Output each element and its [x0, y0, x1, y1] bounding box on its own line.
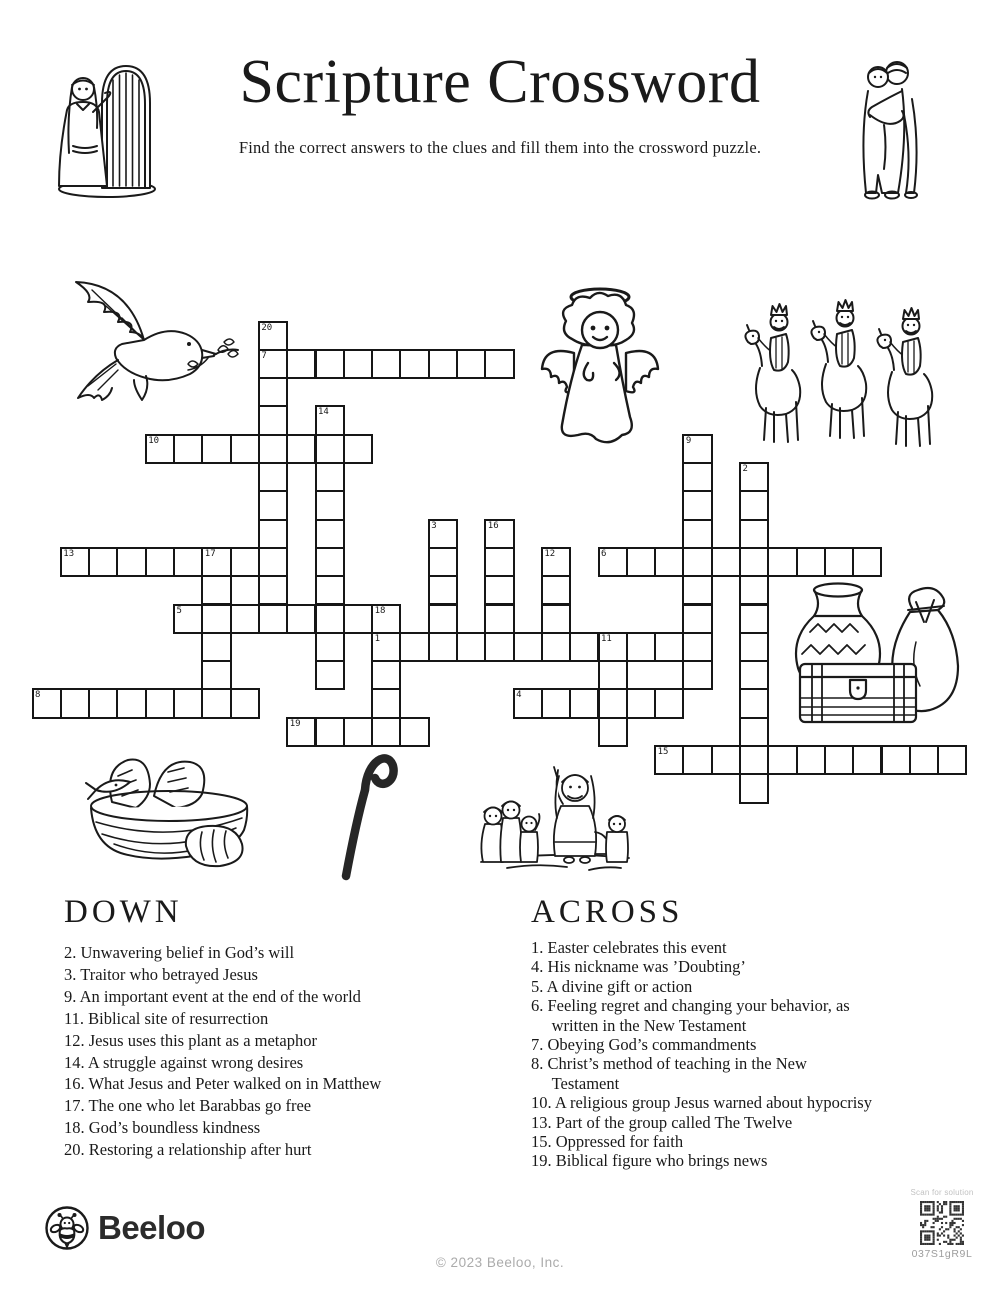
crossword-cell[interactable]	[316, 633, 344, 661]
clue-item: 9. An important event at the end of the world	[64, 986, 361, 1006]
clue-item: 11. Biblical site of resurrection	[64, 1008, 269, 1028]
crossword-cell[interactable]	[146, 548, 174, 576]
qr-code	[920, 1201, 964, 1245]
crossword-cell[interactable]	[344, 718, 372, 746]
crossword-cell[interactable]	[683, 661, 711, 689]
clue-item: 17. The one who let Barabbas go free	[64, 1096, 312, 1116]
crossword-cell[interactable]	[797, 746, 825, 774]
crossword-cell[interactable]	[429, 350, 457, 378]
crossword-cell[interactable]	[683, 491, 711, 519]
crossword-cell[interactable]	[117, 548, 145, 576]
cell-number: 5	[176, 605, 182, 616]
clue-item: 2. Unwavering belief in God’s will	[64, 943, 295, 962]
crossword-cell[interactable]	[683, 633, 711, 661]
down-clues-list	[64, 942, 524, 1161]
page-title: Scripture Crossword	[239, 48, 761, 116]
crossword-cell[interactable]	[400, 633, 428, 661]
crossword-cell[interactable]	[485, 576, 513, 604]
crossword-cell[interactable]	[683, 576, 711, 604]
cell-number: 10	[148, 435, 160, 446]
crossword-cell[interactable]	[740, 491, 768, 519]
crossword-cell[interactable]	[740, 746, 768, 774]
qr-label: Scan for solution	[910, 1188, 974, 1197]
clue-item: 10. A religious group Jesus warned about hypocrisy	[531, 1093, 872, 1113]
cell-number: 9	[685, 435, 692, 446]
cell-number: 17	[204, 548, 216, 559]
across-heading: ACROSS	[531, 894, 684, 930]
crossword-cell[interactable]	[117, 689, 145, 717]
crossword-cell[interactable]	[599, 718, 627, 746]
crossword-cell[interactable]	[542, 633, 570, 661]
copyright-text: © 2023 Beeloo, Inc.	[435, 1255, 565, 1270]
cell-number: 19	[289, 718, 301, 729]
crossword-cell[interactable]	[429, 576, 457, 604]
crossword-cell[interactable]	[740, 520, 768, 548]
crossword-cell[interactable]	[683, 605, 711, 633]
crossword-cell[interactable]	[316, 435, 344, 463]
brand-logo	[44, 1204, 205, 1252]
crossword-cell[interactable]	[287, 435, 315, 463]
cell-number: 8	[35, 690, 41, 701]
crossword-cell[interactable]	[316, 520, 344, 548]
crossword-cell[interactable]	[316, 605, 344, 633]
crossword-cell[interactable]	[683, 463, 711, 491]
cell-number: 2	[742, 464, 748, 474]
crossword-cell[interactable]	[485, 633, 513, 661]
crossword-cell[interactable]	[61, 689, 89, 717]
cell-number: 6	[601, 548, 607, 559]
crossword-cell[interactable]	[259, 548, 287, 576]
crossword-cell[interactable]	[797, 548, 825, 576]
crossword-cell[interactable]	[202, 435, 230, 463]
crossword-cell[interactable]	[344, 435, 372, 463]
crossword-cell[interactable]	[457, 350, 485, 378]
crossword-cell[interactable]	[146, 689, 174, 717]
crossword-cell[interactable]	[429, 548, 457, 576]
crossword-cell[interactable]	[627, 633, 655, 661]
crossword-cell[interactable]	[627, 548, 655, 576]
crossword-cell[interactable]	[259, 435, 287, 463]
crossword-cell[interactable]	[174, 435, 202, 463]
crossword-cell[interactable]	[231, 605, 259, 633]
crossword-cell[interactable]	[882, 746, 910, 774]
crossword-cell[interactable]	[287, 350, 315, 378]
crossword-cell[interactable]	[259, 406, 287, 434]
crossword-cell[interactable]	[825, 746, 853, 774]
down-heading: DOWN	[64, 894, 183, 930]
clue-item: 19. Biblical figure who brings news	[531, 1151, 768, 1171]
crossword-cell[interactable]	[683, 548, 711, 576]
crossword-cell[interactable]	[740, 774, 768, 802]
crossword-cell[interactable]	[768, 746, 796, 774]
crossword-cell[interactable]	[485, 350, 513, 378]
crossword-cell[interactable]	[627, 689, 655, 717]
cell-number: 4	[516, 690, 522, 701]
crossword-cell[interactable]	[938, 746, 966, 774]
crossword-cell[interactable]	[344, 350, 372, 378]
cell-number: 11	[601, 633, 612, 644]
crossword-cell[interactable]	[485, 605, 513, 633]
crossword-cell[interactable]	[372, 661, 400, 689]
brand-name: Beeloo	[98, 1209, 206, 1246]
cell-number: 7	[261, 350, 267, 361]
crossword-cell[interactable]	[400, 350, 428, 378]
crossword-cell[interactable]	[599, 689, 627, 717]
clue-item: 8. Christ’s method of teaching in the New Testament	[531, 1054, 807, 1093]
crossword-cell[interactable]	[344, 605, 372, 633]
clue-item: 20. Restoring a relationship after hurt	[64, 1140, 312, 1160]
crossword-cell[interactable]	[316, 491, 344, 519]
cell-number: 3	[431, 520, 437, 531]
bee-icon	[44, 1205, 90, 1251]
page-subtitle: Find the correct answers to the clues and fill them into the crossword puzzle.	[238, 138, 762, 157]
crossword-cell[interactable]	[202, 633, 230, 661]
crossword-cell[interactable]	[485, 548, 513, 576]
cell-number: 18	[374, 605, 386, 616]
crossword-cell[interactable]	[542, 605, 570, 633]
cell-number: 15	[657, 747, 669, 757]
clue-item: 16. What Jesus and Peter walked on in Matthew	[64, 1074, 382, 1094]
crossword-cell[interactable]	[740, 689, 768, 717]
crossword-cell[interactable]	[89, 548, 117, 576]
crossword-cell[interactable]	[316, 576, 344, 604]
crossword-cell[interactable]	[316, 548, 344, 576]
crossword-cell[interactable]	[457, 633, 485, 661]
crossword-cell[interactable]	[740, 718, 768, 746]
crossword-cell[interactable]	[655, 689, 683, 717]
crossword-cell[interactable]	[231, 689, 259, 717]
crossword-cell[interactable]	[768, 548, 796, 576]
crossword-cell[interactable]	[655, 633, 683, 661]
crossword-cell[interactable]	[712, 548, 740, 576]
crossword-cell[interactable]	[514, 633, 542, 661]
crossword-cell[interactable]	[570, 633, 598, 661]
crossword-cell[interactable]	[202, 576, 230, 604]
crossword-cell[interactable]	[372, 350, 400, 378]
crossword-cell[interactable]	[542, 689, 570, 717]
crossword-cell[interactable]	[174, 689, 202, 717]
crossword-cell[interactable]	[316, 661, 344, 689]
qr-block	[903, 1188, 981, 1260]
crossword-cell[interactable]	[825, 548, 853, 576]
clue-item: 18. God’s boundless kindness	[64, 1118, 261, 1138]
clue-item: 5. A divine gift or action	[531, 976, 693, 996]
clue-item: 15. Oppressed for faith	[531, 1132, 684, 1152]
clue-item: 1. Easter celebrates this event	[531, 938, 727, 957]
crossword-cell[interactable]	[202, 661, 230, 689]
crossword-cell[interactable]	[542, 576, 570, 604]
crossword-cell[interactable]	[429, 633, 457, 661]
crossword-cell[interactable]	[259, 576, 287, 604]
clue-item: 3. Traitor who betrayed Jesus	[64, 964, 258, 984]
clue-item: 4. His nickname was ’Doubting’	[531, 957, 746, 977]
cell-number: 14	[318, 407, 329, 418]
crossword-cell[interactable]	[740, 605, 768, 633]
crossword-cell[interactable]	[316, 718, 344, 746]
crossword-cell[interactable]	[740, 576, 768, 604]
down-clues-section	[64, 894, 524, 1161]
crossword-cell[interactable]	[853, 548, 881, 576]
crossword-cell[interactable]	[740, 633, 768, 661]
crossword-cell[interactable]	[853, 746, 881, 774]
crossword-cell[interactable]	[259, 463, 287, 491]
crossword-cell[interactable]	[683, 746, 711, 774]
clue-item: 13. Part of the group called The Twelve	[531, 1112, 793, 1132]
crossword-cell[interactable]	[372, 718, 400, 746]
crossword-cell[interactable]	[259, 605, 287, 633]
crossword-cell[interactable]	[372, 689, 400, 717]
crossword-cell[interactable]	[316, 350, 344, 378]
clue-item: 12. Jesus uses this plant as a metaphor	[64, 1030, 317, 1050]
crossword-cell[interactable]	[570, 689, 598, 717]
crossword-cell[interactable]	[259, 491, 287, 519]
crossword-cell[interactable]	[202, 689, 230, 717]
crossword-cell[interactable]	[910, 746, 938, 774]
cell-number: 13	[63, 548, 75, 559]
crossword-cell[interactable]	[231, 435, 259, 463]
cell-number: 16	[487, 520, 499, 531]
crossword-cell[interactable]	[683, 520, 711, 548]
crossword-cell[interactable]	[287, 605, 315, 633]
crossword-cell[interactable]	[655, 548, 683, 576]
crossword-cell[interactable]	[740, 661, 768, 689]
crossword-cell[interactable]	[429, 605, 457, 633]
cell-number: 1	[374, 633, 381, 644]
crossword-cell[interactable]	[400, 718, 428, 746]
clue-item: 7. Obeying God’s commandments	[531, 1035, 757, 1055]
crossword-cell[interactable]	[712, 746, 740, 774]
crossword-cell[interactable]	[259, 520, 287, 548]
qr-code-id: 037S1gR9L	[911, 1248, 973, 1260]
crossword-cell[interactable]	[89, 689, 117, 717]
clue-item: 14. A struggle against wrong desires	[64, 1052, 304, 1072]
clue-item: 6. Feeling regret and changing your behavior, as written in the New Testament	[531, 996, 850, 1035]
across-clues-list	[531, 938, 951, 1171]
crossword-cell[interactable]	[202, 605, 230, 633]
cell-number: 20	[261, 322, 273, 333]
across-clues-section	[531, 894, 951, 1171]
crossword-cell[interactable]	[740, 548, 768, 576]
cell-number: 12	[544, 548, 556, 559]
crossword-cell[interactable]	[599, 661, 627, 689]
crossword-cell[interactable]	[231, 548, 259, 576]
crossword-cell[interactable]	[174, 548, 202, 576]
crossword-cell[interactable]	[316, 463, 344, 491]
crossword-cell[interactable]	[259, 378, 287, 406]
